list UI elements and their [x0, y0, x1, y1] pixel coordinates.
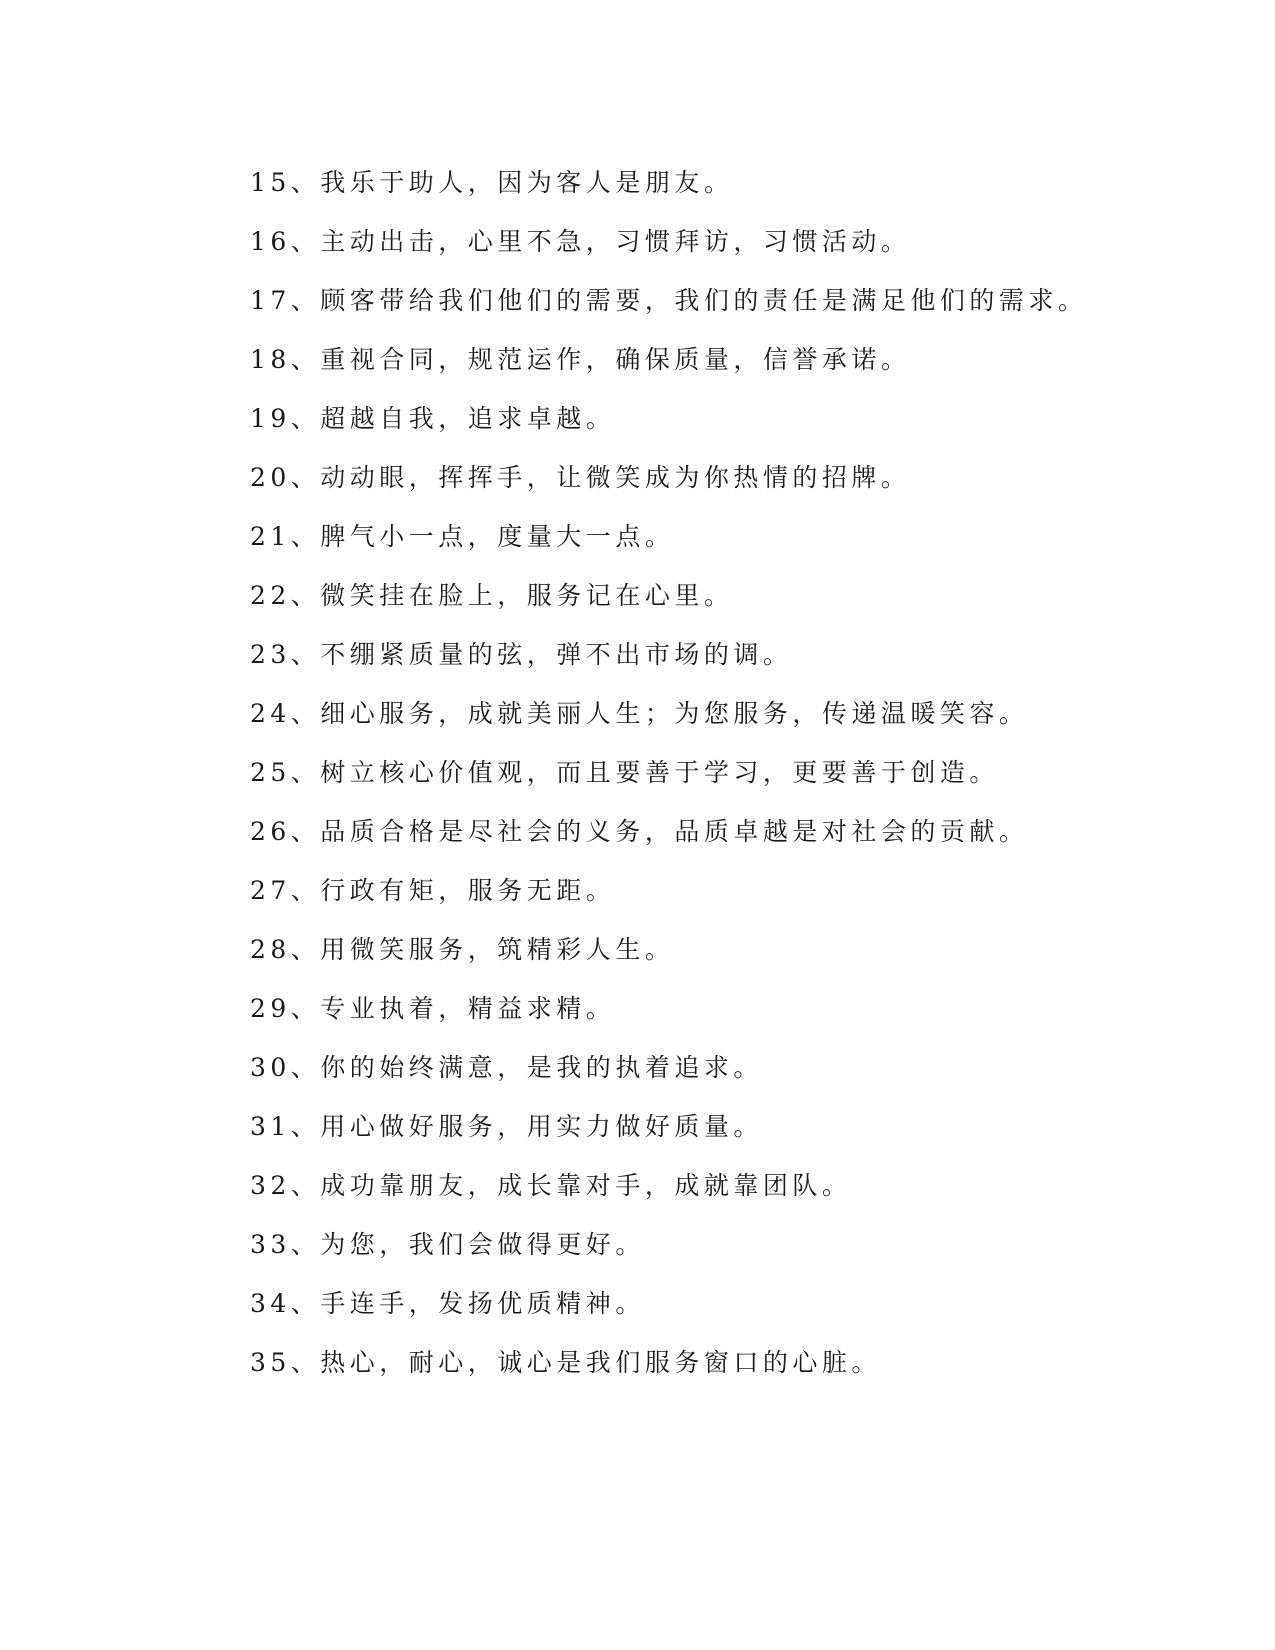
list-item: 20、动动眼，挥挥手，让微笑成为你热情的招牌。 [250, 463, 911, 492]
list-item: 25、树立核心价值观，而且要善于学习，更要善于创造。 [250, 758, 999, 787]
list-item: 21、脾气小一点，度量大一点。 [250, 522, 675, 551]
list-item: 27、行政有矩，服务无距。 [250, 876, 616, 905]
list-item: 34、手连手，发扬优质精神。 [250, 1289, 645, 1318]
list-item: 30、你的始终满意，是我的执着追求。 [250, 1053, 763, 1082]
list-item: 16、主动出击，心里不急，习惯拜访，习惯活动。 [250, 227, 911, 256]
slogan-list [250, 160, 1150, 1399]
list-item: 35、热心，耐心，诚心是我们服务窗口的心脏。 [250, 1348, 881, 1377]
list-item: 26、品质合格是尽社会的义务，品质卓越是对社会的贡献。 [250, 817, 1029, 846]
list-item: 24、细心服务，成就美丽人生；为您服务，传递温暖笑容。 [250, 699, 1029, 728]
list-item: 28、用微笑服务，筑精彩人生。 [250, 935, 675, 964]
list-item: 32、成功靠朋友，成长靠对手，成就靠团队。 [250, 1171, 852, 1200]
list-item: 22、微笑挂在脸上，服务记在心里。 [250, 581, 734, 610]
list-item: 23、不绷紧质量的弦，弹不出市场的调。 [250, 640, 793, 669]
list-item: 18、重视合同，规范运作，确保质量，信誉承诺。 [250, 345, 911, 374]
list-item: 33、为您，我们会做得更好。 [250, 1230, 645, 1259]
list-item: 31、用心做好服务，用实力做好质量。 [250, 1112, 763, 1141]
list-item: 17、顾客带给我们他们的需要，我们的责任是满足他们的需求。 [250, 286, 1088, 315]
list-item: 19、超越自我，追求卓越。 [250, 404, 616, 433]
list-item: 29、专业执着，精益求精。 [250, 994, 616, 1023]
list-item: 15、我乐于助人，因为客人是朋友。 [250, 168, 734, 197]
